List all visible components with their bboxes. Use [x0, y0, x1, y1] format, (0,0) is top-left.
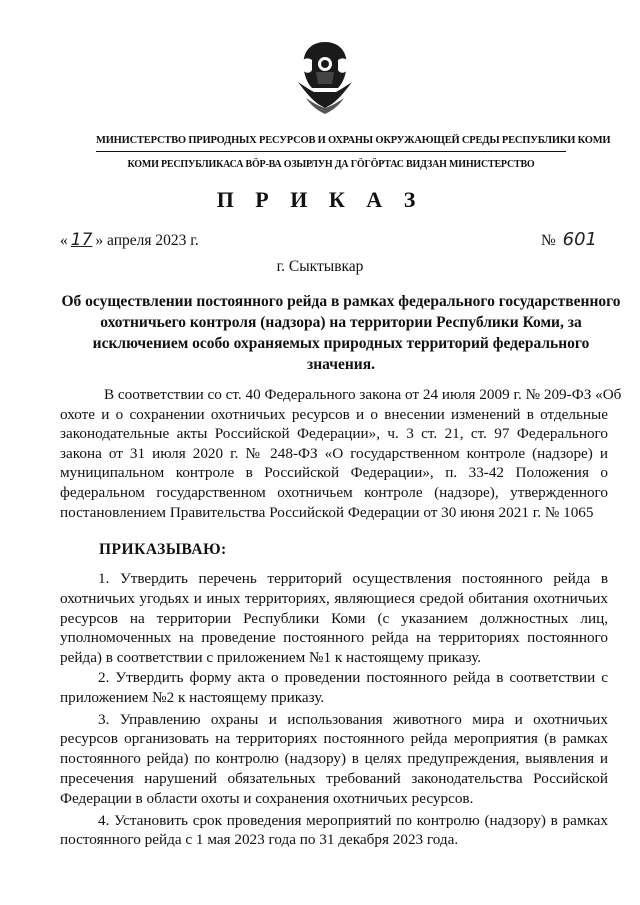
- date-day-handwritten: 17: [70, 230, 93, 250]
- item-3-line: ресурсов организовать на территориях постоянного рейда мероприятия (в рамках: [60, 730, 608, 748]
- date-open-quote: «: [60, 232, 68, 249]
- item-3-line: 3. Управлению охраны и использования животного мира и охотничьих: [98, 710, 608, 728]
- order-number: [541, 229, 600, 250]
- header-rule: [96, 151, 566, 152]
- subject-line: Об осуществлении постоянного рейда в рамках федерального государственного: [61, 293, 621, 310]
- order-directive-word: ПРИКАЗЫВАЮ:: [99, 541, 227, 558]
- paragraph-line: В соответствии со ст. 40 Федерального закона от 24 июля 2009 г. № 209-ФЗ «Об: [104, 386, 622, 403]
- order-subject: [58, 291, 624, 375]
- item-3-line: Федерации в области охоты и сохранения охотничьих ресурсов.: [60, 789, 474, 807]
- item-4-line: 4. Установить срок проведения мероприятий по контролю (надзору) в рамках: [98, 811, 608, 829]
- item-1-line: ресурсов на территории Республики Коми (с указанием должностных лиц,: [60, 609, 608, 627]
- item-2-line: приложением №2 к настоящему приказу.: [60, 688, 325, 706]
- item-1-line: рейда) в соответствии с приложением №1 к настоящему приказу.: [60, 649, 482, 667]
- komi-republic-emblem-icon: [292, 38, 358, 118]
- item-1-line: охотничьих угодьях и иных территориях, являющиеся средой обитания охотничьих: [60, 589, 608, 607]
- legal-basis-paragraph: [60, 385, 622, 522]
- paragraph-line: муниципальном контроле в Российской Федерации», п. 33-42 Положения о: [60, 464, 608, 482]
- paragraph-line: законодательные акты Российской Федерации», ч. 3 ст. 21, ст. 97 Федерального: [60, 425, 608, 443]
- subject-line: охотничьего контроля (надзора) на территории Республики Коми, за: [100, 314, 582, 331]
- date-rest: » апреля 2023 г.: [95, 232, 199, 249]
- order-date: [60, 230, 199, 250]
- number-prefix: №: [540, 232, 556, 249]
- item-3-line: пресечения нарушений обязательных требований законодательства Российской: [60, 769, 608, 787]
- paragraph-line: охоте и о сохранении охотничьих ресурсов и о внесении изменений в отдельные: [60, 405, 608, 423]
- subject-line: исключением особо охраняемых природных территорий федерального: [92, 335, 590, 352]
- number-value-handwritten: 601: [562, 229, 597, 250]
- paragraph-line: федеральном государственном охотничьем контроле (надзоре), утвержденного: [60, 483, 608, 501]
- item-3-line: постоянного рейда) по контролю (надзору) в целях предупреждения, выявления и: [60, 750, 608, 768]
- item-4-line: постоянного рейда с 1 мая 2023 года по 31 декабря 2023 года.: [60, 831, 459, 849]
- ministry-name-ru: МИНИСТЕРСТВО ПРИРОДНЫХ РЕСУРСОВ И ОХРАНЫ ОКРУЖАЮЩЕЙ СРЕДЫ РЕСПУБЛИКИ КОМИ: [96, 135, 611, 146]
- city: г. Сыктывкар: [276, 258, 364, 275]
- subject-line: значения.: [306, 356, 376, 373]
- item-1-line: 1. Утвердить перечень территорий осуществления постоянного рейда в: [98, 570, 608, 587]
- ministry-name-komi: КОМИ РЕСПУБЛИКАСА ВӦР-ВА ОЗЫРЛУН ДА ГӦГӦРТАС ВИДЗАН МИНИСТЕРСТВО: [127, 159, 535, 170]
- item-2-line: 2. Утвердить форму акта о проведении постоянного рейда в соответствии с: [98, 668, 608, 686]
- document-title: П Р И К А З: [216, 187, 424, 212]
- order-items: [60, 569, 608, 850]
- item-1-line: уполномоченных на проведение постоянного рейда на территориях постоянного: [60, 629, 608, 647]
- paragraph-line: постановлением Правительства Российской Федерации от 30 июня 2021 г. № 1065: [60, 503, 594, 521]
- paragraph-line: закона от 31 июля 2020 г. № 248-ФЗ «О государственном контроле (надзоре) и: [60, 444, 608, 462]
